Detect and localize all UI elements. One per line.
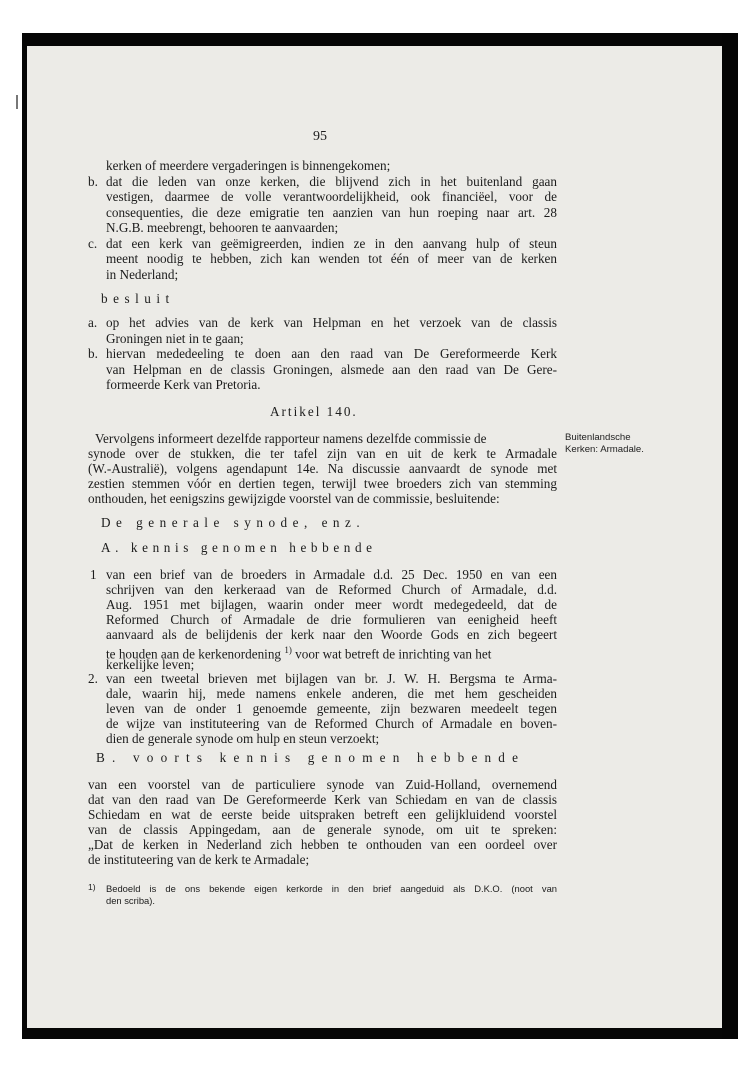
text-line: de wijze van instituteering van de Reformed Church of Armadale en boven-	[106, 716, 557, 731]
list-label: a.	[88, 315, 98, 330]
text-line: dien de generale synode om hulp en steun verzoekt;	[106, 731, 380, 746]
scan-right-edge	[722, 33, 738, 1039]
text-line: Schiedam en wat de eerste beide uitspraken betreft een gelijkluidend voorstel	[88, 807, 557, 822]
list-label: 2.	[88, 671, 98, 686]
list-label: 1	[90, 567, 97, 582]
list-label: b.	[88, 346, 98, 361]
text-line: formeerde Kerk van Pretoria.	[106, 377, 261, 392]
text-line: vestigen, daarmee de volle verantwoordelijkheid, ook financiëel, voor de	[106, 189, 557, 204]
text-line: van een brief van de broeders in Armadale d.d. 25 Dec. 1950 en van een	[106, 567, 557, 582]
text-line: schrijven van den kerkeraad van de Reformed Church of Armadale, d.d.	[106, 582, 557, 597]
text-segment: voor wat betreft de inrichting van het	[295, 646, 492, 662]
margin-note: Buitenlandsche	[565, 432, 631, 443]
text-line: Vervolgens informeert dezelfde rapporteur namens dezelfde commissie de	[95, 431, 487, 446]
text-line: Reformed Church of Armadale de drie formulieren van eenigheid heeft	[106, 612, 557, 627]
margin-note: Kerken: Armadale.	[565, 444, 644, 455]
synode-heading: De generale synode, enz.	[101, 515, 366, 530]
list-label: c.	[88, 236, 98, 251]
section-b-heading: B. voorts kennis genomen hebbende	[96, 750, 526, 765]
text-line: synode over de stukken, die ter tafel zijn van en uit de kerk te Armadale	[88, 446, 557, 461]
text-line: hiervan mededeeling te doen aan den raad van De Gereformeerde Kerk	[106, 346, 557, 361]
text-line: Groningen niet in te gaan;	[106, 331, 244, 346]
text-line: zestien stemmen vóór en dertien tegen, terwijl twee broeders zich van stemming	[88, 476, 557, 491]
list-label: b.	[88, 174, 98, 189]
text-line: van een voorstel van de particuliere synode van Zuid-Holland, overnemend	[88, 777, 557, 792]
footnote-text: den scriba).	[106, 895, 155, 906]
page-number: 95	[313, 129, 327, 144]
text-line: dale, waarin hij, mede namens enkele anderen, die met hem gescheiden	[106, 686, 557, 701]
artikel-heading: Artikel 140.	[270, 404, 358, 419]
text-line: Aug. 1951 met bijlagen, waarin onder meer wordt medegedeeld, dat de	[106, 597, 557, 612]
text-line: „Dat de kerken in Nederland zich hebben te onthouden van een oordeel over	[88, 837, 557, 852]
footnote-mark: 1)	[88, 882, 96, 892]
text-line: consequenties, die deze emigratie ten aanzien van hun roeping naar art. 28	[106, 205, 557, 220]
text-line: meent noodig te hebben, zich kan wenden tot één of meer van de kerken	[106, 251, 557, 266]
text-line: leven van de onder 1 genoemde gemeente, zijn bezwaren meedeelt tegen	[106, 701, 557, 716]
text-line: op het advies van de kerk van Helpman en het verzoek van de classis	[106, 315, 557, 330]
text-line: kerken of meerdere vergaderingen is binnengekomen;	[106, 158, 391, 173]
text-line: (W.-Australië), volgens agendapunt 14e. Na discussie aanvaardt de synode met	[88, 461, 557, 476]
text-line: aanvaard als de belijdenis der kerk naar den Woorde Gods en zich begeert	[106, 627, 557, 642]
text-line: in Nederland;	[106, 267, 179, 282]
text-line: van Helpman en de classis Groningen, alsmede aan den raad van De Gere-	[106, 362, 557, 377]
footnote-ref: 1)	[284, 645, 292, 655]
text-line: dat een kerk van geëmigreerden, indien ze in den aanvang hulp of steun	[106, 236, 557, 251]
text-line: van een tweetal brieven met bijlagen van br. J. W. H. Bergsma te Arma-	[106, 671, 557, 686]
text-line: de instituteering van de kerk te Armadale;	[88, 852, 310, 867]
section-a-heading: A. kennis genomen hebbende	[101, 540, 377, 555]
text-line: kerkelijke leven;	[106, 657, 195, 672]
text-line: van de classis Appingedam, aan de generale synode, om uit te spreken:	[88, 822, 557, 837]
besluit-heading: besluit	[101, 291, 175, 306]
text-line: N.G.B. meebrengt, behooren te aanvaarden;	[106, 220, 339, 235]
footnote-text: Bedoeld is de ons bekende eigen kerkorde in den brief aangeduid als D.K.O. (noot van	[106, 883, 557, 894]
text-segment: te houden aan de kerkenordening	[106, 646, 282, 662]
text-line: dat die leden van onze kerken, die blijvend zich in het buitenland gaan	[106, 174, 557, 189]
text-line: onthouden, het eenigszins gewijzigde voorstel van de commissie, besluitende:	[88, 491, 500, 506]
scan-speck	[16, 95, 18, 109]
text-line: dat van den raad van De Gereformeerde Kerk van Schiedam en van de classis	[88, 792, 557, 807]
